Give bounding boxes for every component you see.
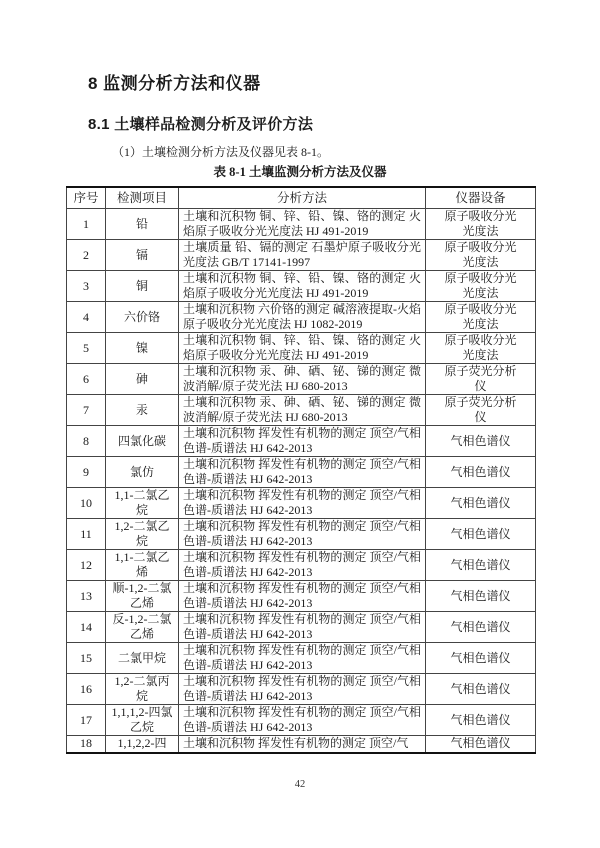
table-row [67, 426, 536, 457]
cell-instrument: 气相色谱仪 [426, 488, 536, 519]
cell-serial-number: 1 [67, 209, 106, 240]
table-row [67, 674, 536, 705]
cell-detection-item: 1,2-二氯丙烷 [106, 674, 179, 705]
cell-detection-item: 镉 [106, 240, 179, 271]
cell-detection-item: 1,2-二氯乙烷 [106, 519, 179, 550]
cell-analysis-method: 土壤和沉积物 挥发性有机物的测定 顶空/气相色谱-质谱法 HJ 642-2013 [179, 705, 426, 736]
cell-instrument: 气相色谱仪 [426, 643, 536, 674]
cell-serial-number: 9 [67, 457, 106, 488]
cell-instrument: 原子吸收分光光度法 [426, 333, 536, 364]
cell-analysis-method: 土壤和沉积物 挥发性有机物的测定 顶空/气相色谱-质谱法 HJ 642-2013 [179, 519, 426, 550]
cell-serial-number: 11 [67, 519, 106, 550]
cell-serial-number: 6 [67, 364, 106, 395]
section-heading: 8 监测分析方法和仪器 [88, 74, 261, 93]
cell-detection-item: 四氯化碳 [106, 426, 179, 457]
table-row [67, 395, 536, 426]
cell-analysis-method: 土壤和沉积物 挥发性有机物的测定 顶空/气相色谱-质谱法 HJ 642-2013 [179, 643, 426, 674]
cell-serial-number: 16 [67, 674, 106, 705]
cell-instrument: 原子吸收分光光度法 [426, 271, 536, 302]
cell-serial-number: 4 [67, 302, 106, 333]
cell-serial-number: 10 [67, 488, 106, 519]
cell-instrument: 气相色谱仪 [426, 736, 536, 753]
cell-analysis-method: 土壤和沉积物 铜、锌、铅、镍、铬的测定 火焰原子吸收分光光度法 HJ 491-2019 [179, 209, 426, 240]
cell-instrument: 气相色谱仪 [426, 426, 536, 457]
cell-analysis-method: 土壤质量 铅、镉的测定 石墨炉原子吸收分光光度法 GB/T 17141-1997 [179, 240, 426, 271]
table-row [67, 333, 536, 364]
cell-instrument: 气相色谱仪 [426, 519, 536, 550]
cell-detection-item: 1,1,1,2-四氯乙烷 [106, 705, 179, 736]
intro-paragraph: （1）土壤检测分析方法及仪器见表 8-1。 [112, 145, 329, 159]
cell-serial-number: 15 [67, 643, 106, 674]
cell-detection-item: 氯仿 [106, 457, 179, 488]
cell-serial-number: 17 [67, 705, 106, 736]
table-title: 表 8-1 土壤监测分析方法及仪器 [213, 165, 387, 179]
cell-analysis-method: 土壤和沉积物 挥发性有机物的测定 顶空/气相色谱-质谱法 HJ 642-2013 [179, 457, 426, 488]
table-row [67, 736, 536, 753]
cell-detection-item: 铅 [106, 209, 179, 240]
table-row [67, 550, 536, 581]
cell-serial-number: 2 [67, 240, 106, 271]
cell-analysis-method: 土壤和沉积物 汞、砷、硒、铋、锑的测定 微波消解/原子荧光法 HJ 680-2013 [179, 395, 426, 426]
soil-analysis-methods-table [66, 186, 536, 754]
cell-instrument: 气相色谱仪 [426, 550, 536, 581]
cell-detection-item: 汞 [106, 395, 179, 426]
cell-serial-number: 13 [67, 581, 106, 612]
cell-detection-item: 反-1,2-二氯乙烯 [106, 612, 179, 643]
cell-analysis-method: 土壤和沉积物 六价铬的测定 碱溶液提取-火焰原子吸收分光光度法 HJ 1082-2019 [179, 302, 426, 333]
cell-serial-number: 18 [67, 736, 106, 753]
cell-analysis-method: 土壤和沉积物 挥发性有机物的测定 顶空/气相色谱-质谱法 HJ 642-2013 [179, 488, 426, 519]
table-body [67, 209, 536, 753]
table-row [67, 705, 536, 736]
cell-serial-number: 8 [67, 426, 106, 457]
cell-instrument: 气相色谱仪 [426, 705, 536, 736]
cell-detection-item: 镍 [106, 333, 179, 364]
table-row [67, 581, 536, 612]
cell-detection-item: 1,1-二氯乙烯 [106, 550, 179, 581]
table-row [67, 302, 536, 333]
cell-serial-number: 14 [67, 612, 106, 643]
cell-detection-item: 铜 [106, 271, 179, 302]
cell-instrument: 气相色谱仪 [426, 674, 536, 705]
cell-instrument: 气相色谱仪 [426, 612, 536, 643]
cell-instrument: 气相色谱仪 [426, 581, 536, 612]
page-number: 42 [294, 779, 306, 790]
table-row [67, 364, 536, 395]
cell-serial-number: 5 [67, 333, 106, 364]
cell-instrument: 气相色谱仪 [426, 457, 536, 488]
cell-analysis-method: 土壤和沉积物 铜、锌、铅、镍、铬的测定 火焰原子吸收分光光度法 HJ 491-2019 [179, 271, 426, 302]
table-header-row [67, 187, 536, 209]
header-serial-number: 序号 [67, 187, 106, 209]
cell-serial-number: 7 [67, 395, 106, 426]
cell-instrument: 原子荧光分析仪 [426, 364, 536, 395]
cell-analysis-method: 土壤和沉积物 挥发性有机物的测定 顶空/气相色谱-质谱法 HJ 642-2013 [179, 674, 426, 705]
table-row [67, 271, 536, 302]
table-row [67, 240, 536, 271]
cell-analysis-method: 土壤和沉积物 挥发性有机物的测定 顶空/气 [179, 736, 426, 753]
table-row [67, 209, 536, 240]
cell-analysis-method: 土壤和沉积物 挥发性有机物的测定 顶空/气相色谱-质谱法 HJ 642-2013 [179, 581, 426, 612]
cell-analysis-method: 土壤和沉积物 汞、砷、硒、铋、锑的测定 微波消解/原子荧光法 HJ 680-2013 [179, 364, 426, 395]
cell-analysis-method: 土壤和沉积物 铜、锌、铅、镍、铬的测定 火焰原子吸收分光光度法 HJ 491-2019 [179, 333, 426, 364]
table-row [67, 488, 536, 519]
cell-detection-item: 1,1-二氯乙烷 [106, 488, 179, 519]
header-detection-item: 检测项目 [106, 187, 179, 209]
cell-detection-item: 1,1,2,2-四 [106, 736, 179, 753]
cell-detection-item: 二氯甲烷 [106, 643, 179, 674]
cell-instrument: 原子吸收分光光度法 [426, 302, 536, 333]
cell-instrument: 原子吸收分光光度法 [426, 240, 536, 271]
table-row [67, 643, 536, 674]
cell-detection-item: 砷 [106, 364, 179, 395]
cell-analysis-method: 土壤和沉积物 挥发性有机物的测定 顶空/气相色谱-质谱法 HJ 642-2013 [179, 612, 426, 643]
cell-analysis-method: 土壤和沉积物 挥发性有机物的测定 顶空/气相色谱-质谱法 HJ 642-2013 [179, 550, 426, 581]
table-row [67, 519, 536, 550]
header-analysis-method: 分析方法 [179, 187, 426, 209]
cell-detection-item: 顺-1,2-二氯乙烯 [106, 581, 179, 612]
cell-instrument: 原子荧光分析仪 [426, 395, 536, 426]
cell-instrument: 原子吸收分光光度法 [426, 209, 536, 240]
table-row [67, 457, 536, 488]
subsection-heading: 8.1 土壤样品检测分析及评价方法 [88, 116, 314, 133]
table-row [67, 612, 536, 643]
header-instrument: 仪器设备 [426, 187, 536, 209]
cell-serial-number: 12 [67, 550, 106, 581]
cell-analysis-method: 土壤和沉积物 挥发性有机物的测定 顶空/气相色谱-质谱法 HJ 642-2013 [179, 426, 426, 457]
cell-serial-number: 3 [67, 271, 106, 302]
cell-detection-item: 六价铬 [106, 302, 179, 333]
